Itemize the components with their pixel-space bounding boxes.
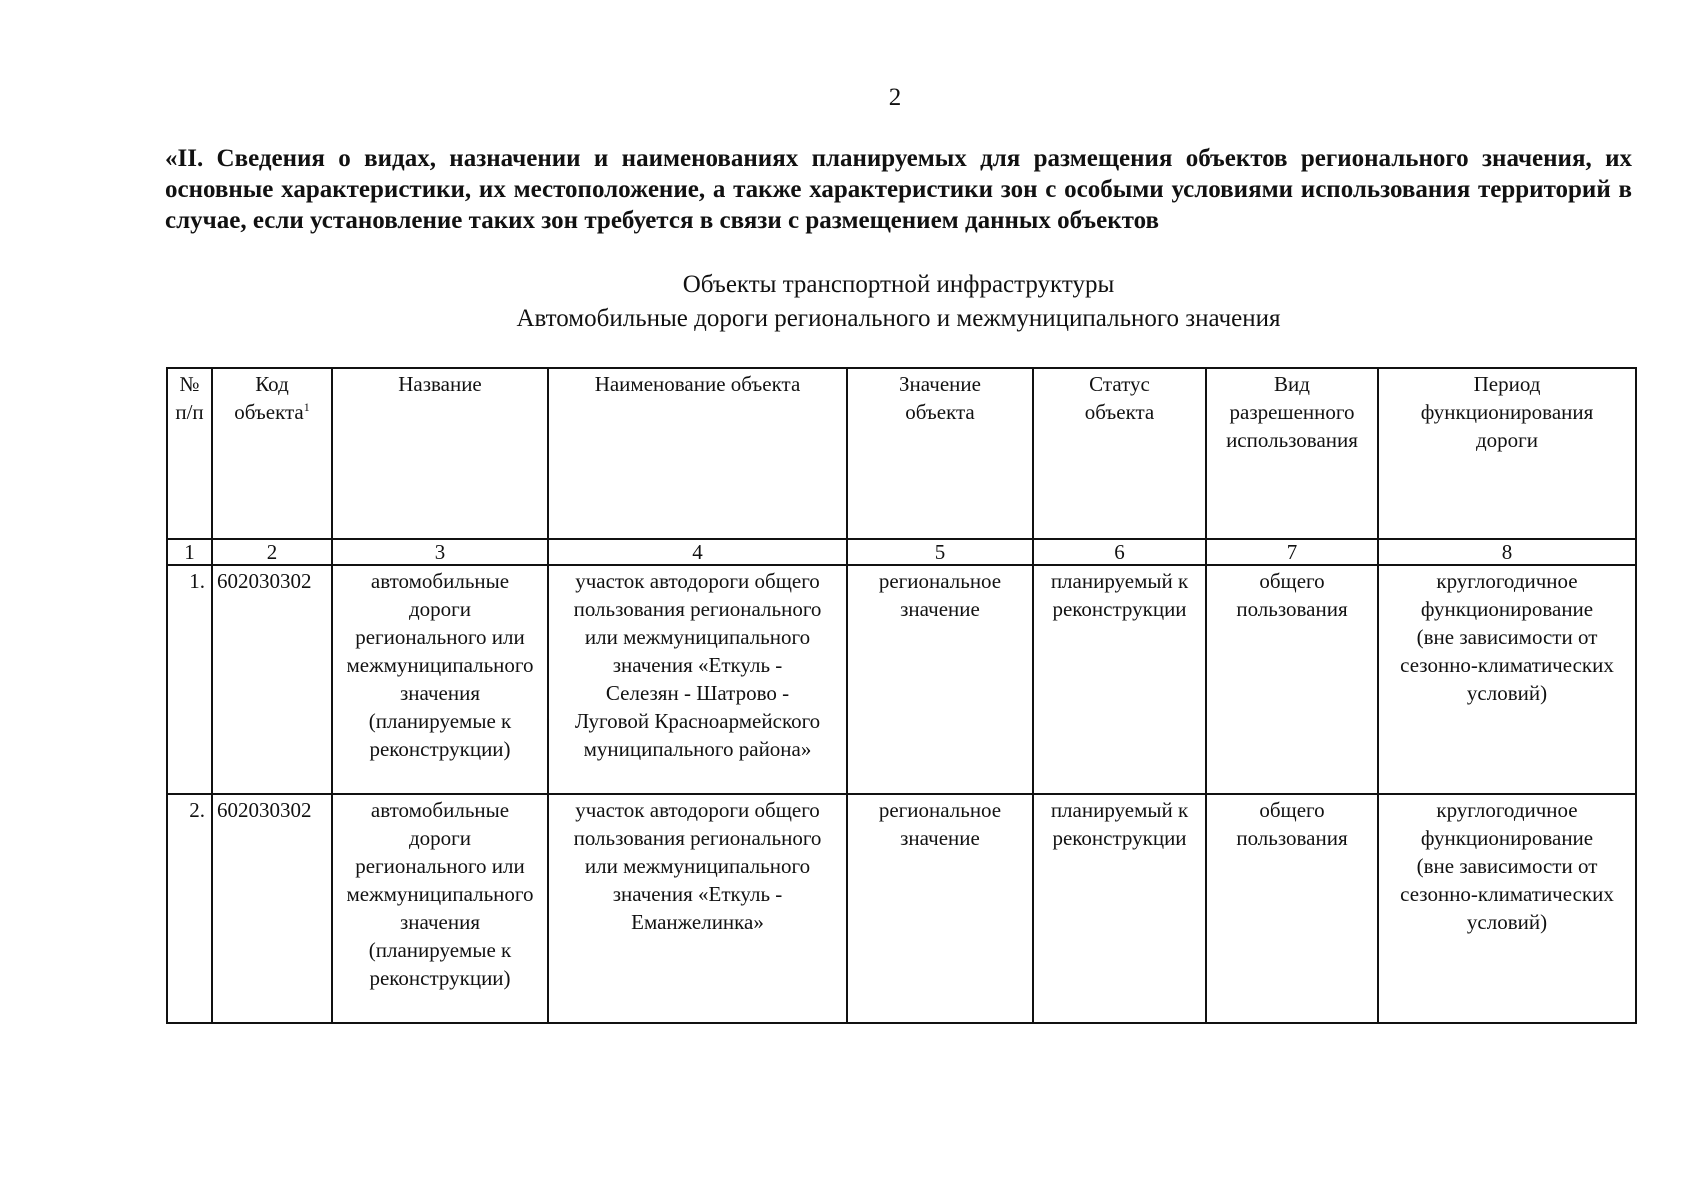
column-number: 6 — [1033, 539, 1206, 565]
cell-status: планируемый к реконструкции — [1033, 565, 1206, 794]
header-permitted-use: Вид разрешенного использования — [1206, 368, 1378, 539]
column-number: 1 — [167, 539, 212, 565]
header-period: Период функционирования дороги — [1378, 368, 1636, 539]
header-num: № п/п — [167, 368, 212, 539]
table-row — [167, 794, 1636, 1023]
footnote-marker: 1 — [303, 400, 310, 414]
cell-permitted-use: общего пользования — [1206, 565, 1378, 794]
column-number-row — [167, 539, 1636, 565]
cell-period: круглогодичное функционирование (вне зависимости от сезонно-климатических условий) — [1378, 794, 1636, 1023]
cell-significance: региональное значение — [847, 565, 1033, 794]
cell-name: автомобильные дороги регионального или межмуниципального значения (планируемые к реконструкции) — [332, 565, 548, 794]
column-number: 2 — [212, 539, 332, 565]
cell-object-name: участок автодороги общего пользования регионального или межмуниципального значения «Еткуль - Селезян - Шатрово - Луговой Красноармейского муниципального района» — [548, 565, 847, 794]
section-heading: «II. Сведения о видах, назначении и наименованиях планируемых для размещения объектов регионального значения, их основные характеристики, их местоположение, а также характеристики зон с особыми условиями использования территорий в случае, если установление таких зон требуется в связи с размещением данных объектов — [165, 145, 1632, 234]
cell-name: автомобильные дороги регионального или межмуниципального значения (планируемые к реконструкции) — [332, 794, 548, 1023]
cell-num: 2. — [167, 794, 212, 1023]
table-subtitle-roads: Автомобильные дороги регионального и межмуниципального значения — [516, 305, 1281, 332]
header-name: Название — [332, 368, 548, 539]
column-number: 5 — [847, 539, 1033, 565]
column-number: 3 — [332, 539, 548, 565]
header-object-name: Наименование объекта — [548, 368, 847, 539]
objects-table — [166, 367, 1637, 1024]
header-significance: Значение объекта — [847, 368, 1033, 539]
column-number: 4 — [548, 539, 847, 565]
cell-status: планируемый к реконструкции — [1033, 794, 1206, 1023]
cell-significance: региональное значение — [847, 794, 1033, 1023]
header-status: Статус объекта — [1033, 368, 1206, 539]
table-row — [167, 565, 1636, 794]
header-code: Код объекта$^1$ — [212, 368, 332, 539]
cell-code: 602030302 — [212, 565, 332, 794]
cell-period: круглогодичное функционирование (вне зависимости от сезонно-климатических условий) — [1378, 565, 1636, 794]
cell-object-name: участок автодороги общего пользования регионального или межмуниципального значения «Еткуль - Еманжелинка» — [548, 794, 847, 1023]
cell-code: 602030302 — [212, 794, 332, 1023]
table-subtitle-infrastructure: Объекты транспортной инфраструктуры — [682, 271, 1115, 298]
page-number: 2 — [888, 84, 902, 111]
column-number: 7 — [1206, 539, 1378, 565]
cell-permitted-use: общего пользования — [1206, 794, 1378, 1023]
cell-num: 1. — [167, 565, 212, 794]
column-number: 8 — [1378, 539, 1636, 565]
header-row — [167, 368, 1636, 539]
